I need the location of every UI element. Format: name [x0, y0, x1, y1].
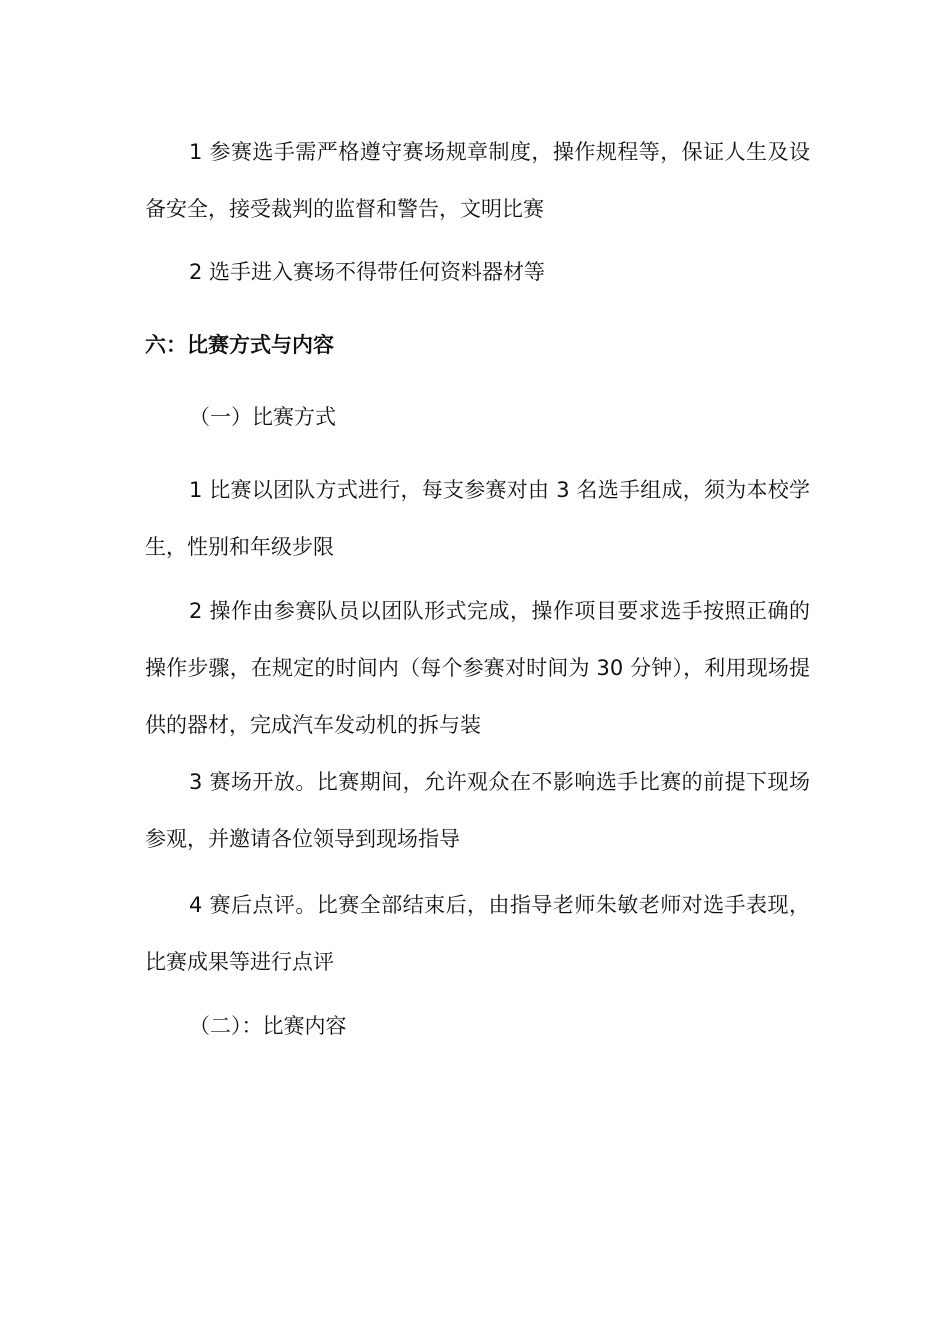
subsection-heading-2: （二）：比赛内容: [189, 1014, 347, 1038]
format-paragraph-2: 2 操作由参赛队员以团队形式完成，操作项目要求选手按照正确的操作步骤，在规定的时间内（每个参赛对时间为 30 分钟），利用现场提供的器材，完成汽车发动机的拆与装: [145, 599, 810, 737]
section-heading-6: 六：比赛方式与内容: [145, 333, 334, 357]
format-paragraph-1: 1 比赛以团队方式进行，每支参赛对由 3 名选手组成，须为本校学生，性别和年级步限: [145, 478, 810, 559]
rule-paragraph-1: 1 参赛选手需严格遵守赛场规章制度，操作规程等，保证人生及设备安全，接受裁判的监督和警告，文明比赛: [145, 140, 810, 221]
format-paragraph-3: 3 赛场开放。比赛期间，允许观众在不影响选手比赛的前提下现场参观，并邀请各位领导到现场指导: [145, 770, 810, 851]
format-paragraph-4: 4 赛后点评。比赛全部结束后，由指导老师朱敏老师对选手表现，比赛成果等进行点评: [145, 893, 810, 974]
rule-paragraph-2: 2 选手进入赛场不得带任何资料器材等: [189, 260, 546, 284]
subsection-heading-1: （一）比赛方式: [189, 405, 336, 429]
